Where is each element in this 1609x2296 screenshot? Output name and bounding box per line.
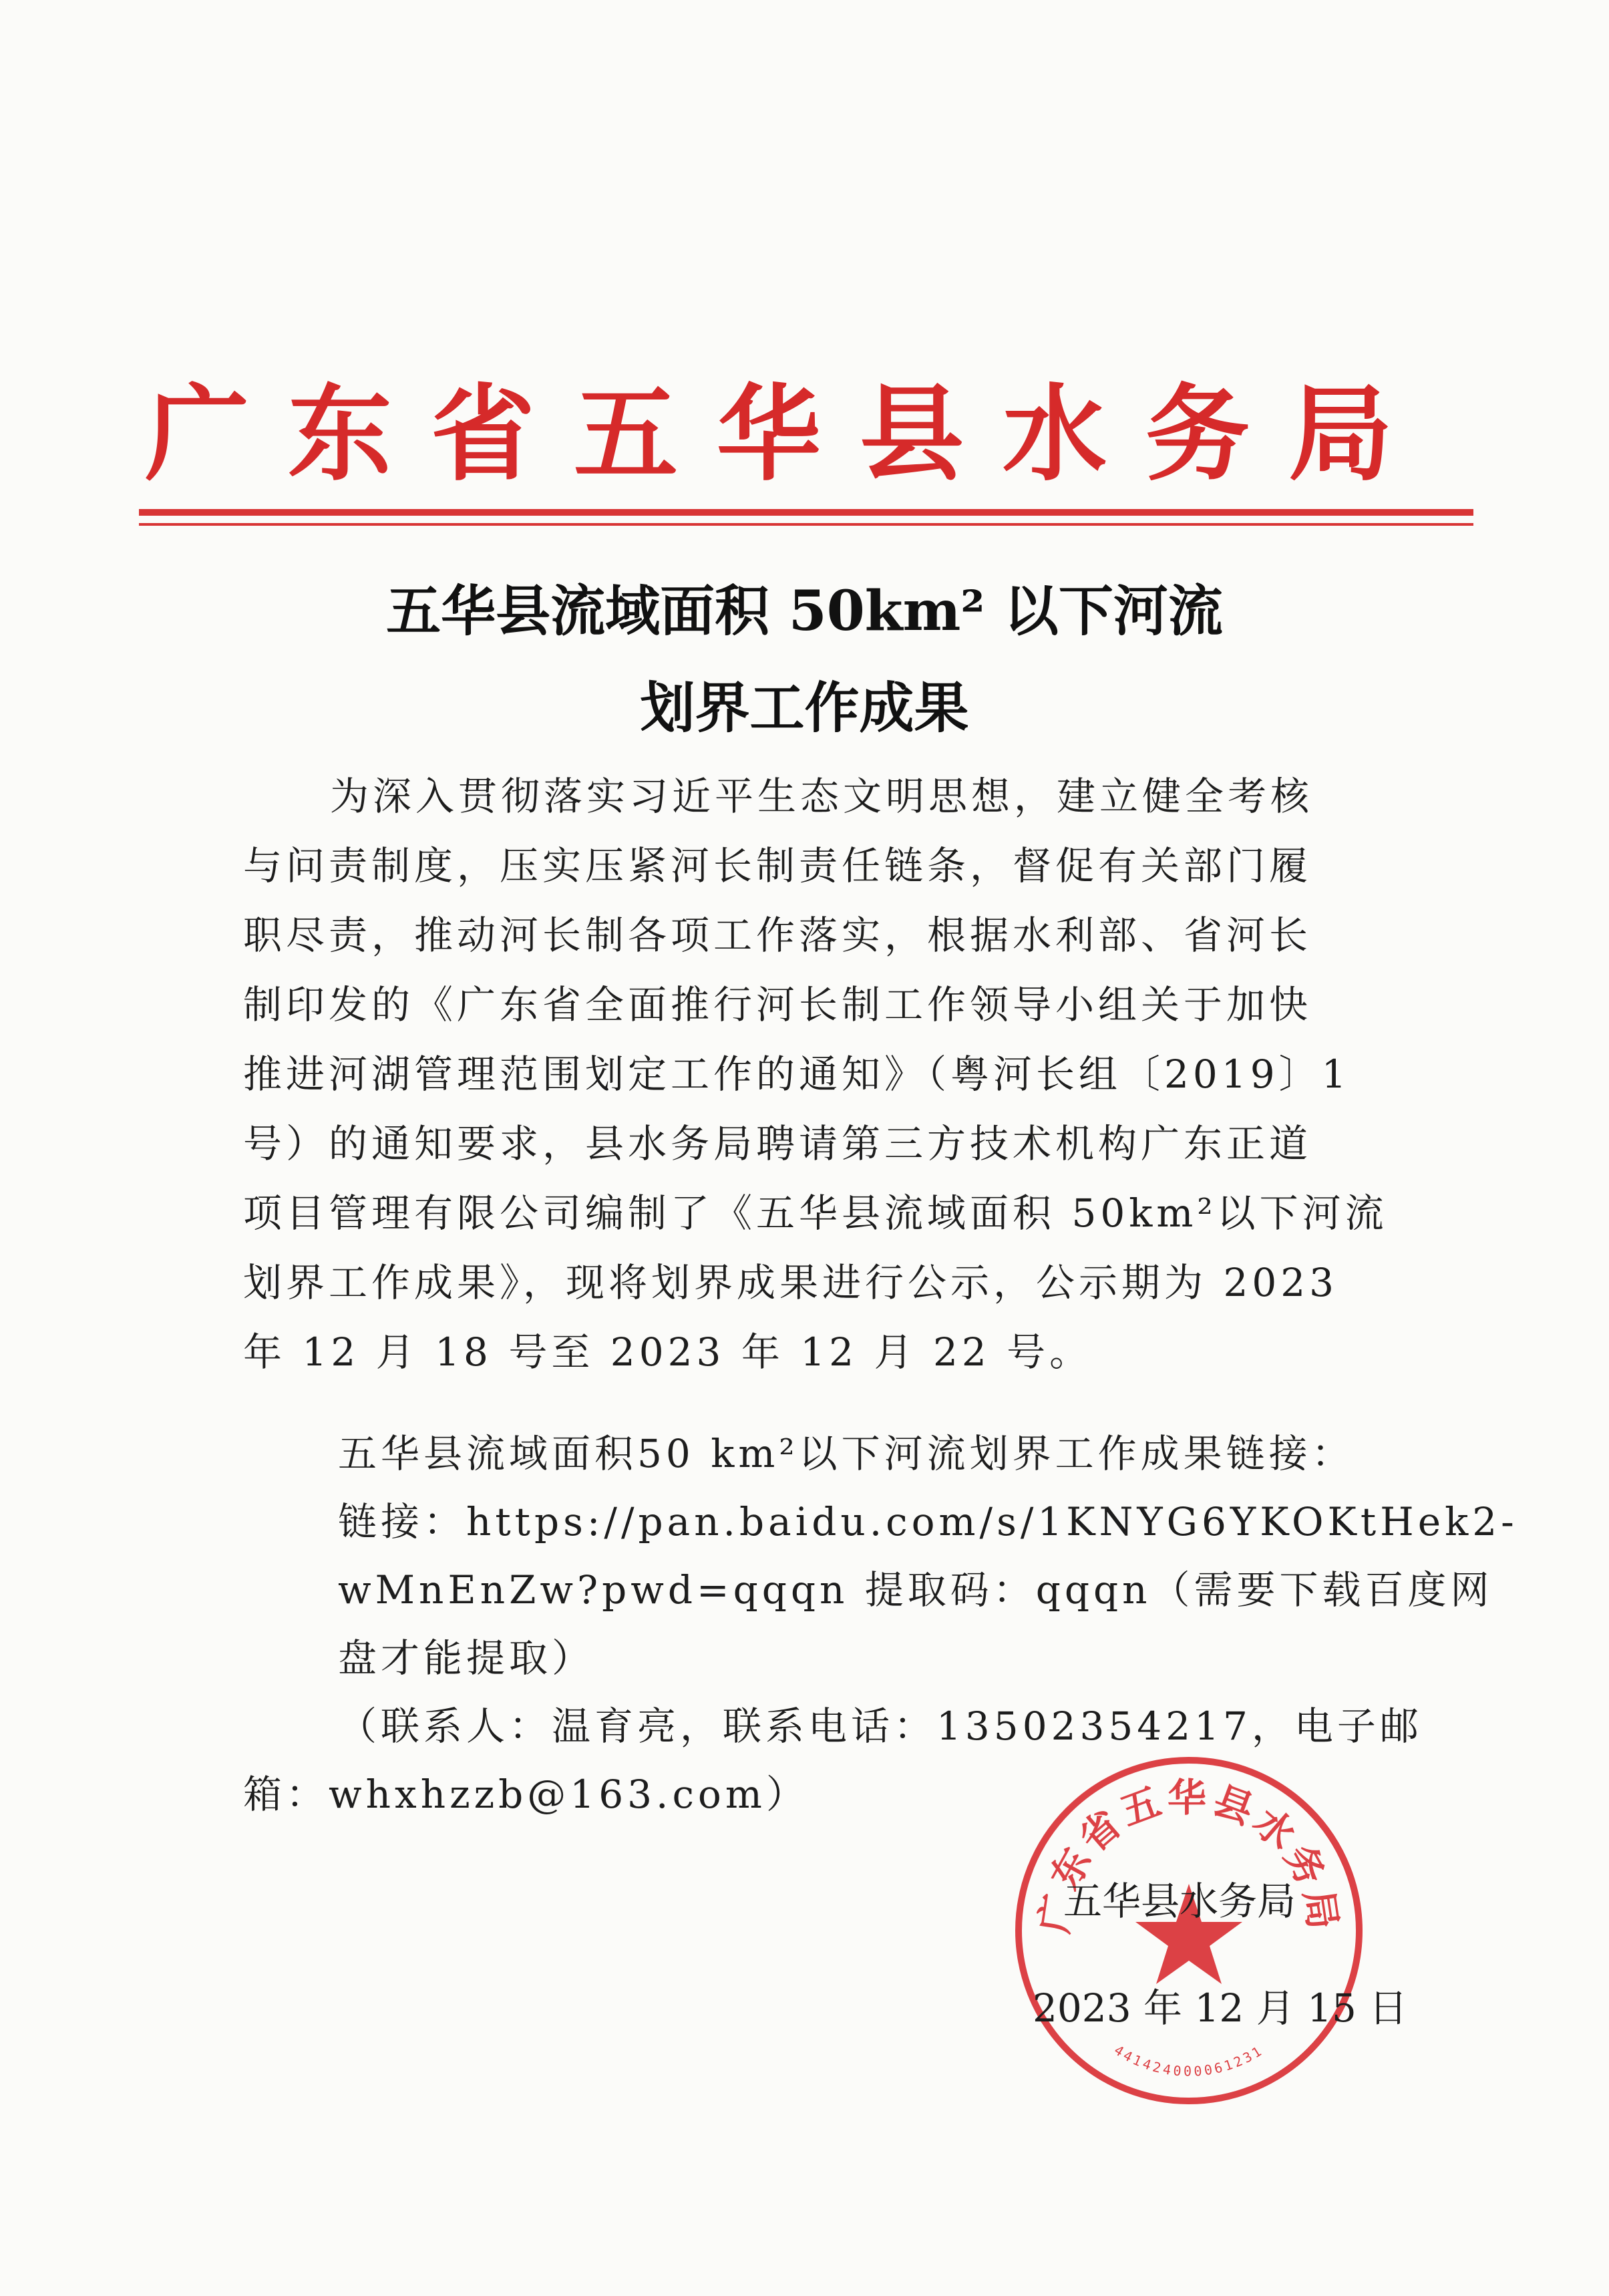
link-note: 盘才能提取） [338, 1635, 595, 1681]
agency-banner: 广东省五华县水务局 [145, 373, 1431, 495]
link-heading: 五华县流域面积50 km²以下河流划界工作成果链接： [338, 1431, 1355, 1476]
download-link[interactable]: 链接：https://pan.baidu.com/s/1KNYG6YKOKtHek2- [338, 1499, 1518, 1544]
body-line: 与问责制度，压实压紧河长制责任链条，督促有关部门履 [243, 843, 1312, 888]
seal-text: 广东省五华县水务局 [1031, 1774, 1347, 1937]
signature-org: 五华县水务局 [1063, 1878, 1296, 1924]
contact-info: （联系人：温育亮，联系电话：13502354217，电子邮 [338, 1703, 1423, 1749]
header-rule-thin [139, 523, 1473, 526]
signature-date: 2023 年 12 月 15 日 [1033, 1985, 1408, 2031]
body-line: 划界工作成果》，现将划界成果进行公示，公示期为 2023 [243, 1260, 1338, 1305]
seal-code: 441424000061231 [1111, 2041, 1267, 2080]
official-seal [1009, 1750, 1369, 2111]
body-line: 为深入贯彻落实习近平生态文明思想，建立健全考核 [330, 774, 1314, 819]
body-line: 推进河湖管理范围划定工作的通知》（粤河长组〔2019〕1 [243, 1051, 1351, 1097]
document-title-line-2: 划界工作成果 [640, 676, 969, 740]
body-line: 年 12 月 18 号至 2023 年 12 月 22 号。 [243, 1329, 1093, 1375]
body-line: 职尽责，推动河长制各项工作落实，根据水利部、省河长 [243, 913, 1312, 958]
body-line: 项目管理有限公司编制了《五华县流域面积 50km²以下河流 [243, 1190, 1388, 1236]
download-link-continued[interactable]: wMnEnZw?pwd=qqqn 提取码：qqqn（需要下载百度网 [338, 1567, 1493, 1613]
svg-text:441424000061231 [1111, 2042, 1266, 2080]
header-rule-thick [139, 509, 1473, 516]
body-line: 制印发的《广东省全面推行河长制工作领导小组关于加快 [243, 982, 1312, 1027]
body-line: 号）的通知要求，县水务局聘请第三方技术机构广东正道 [243, 1121, 1312, 1166]
document-title-line-1: 五华县流域面积 50km² 以下河流 [386, 579, 1223, 643]
contact-email: 箱：whxhzzb@163.com） [243, 1772, 809, 1817]
